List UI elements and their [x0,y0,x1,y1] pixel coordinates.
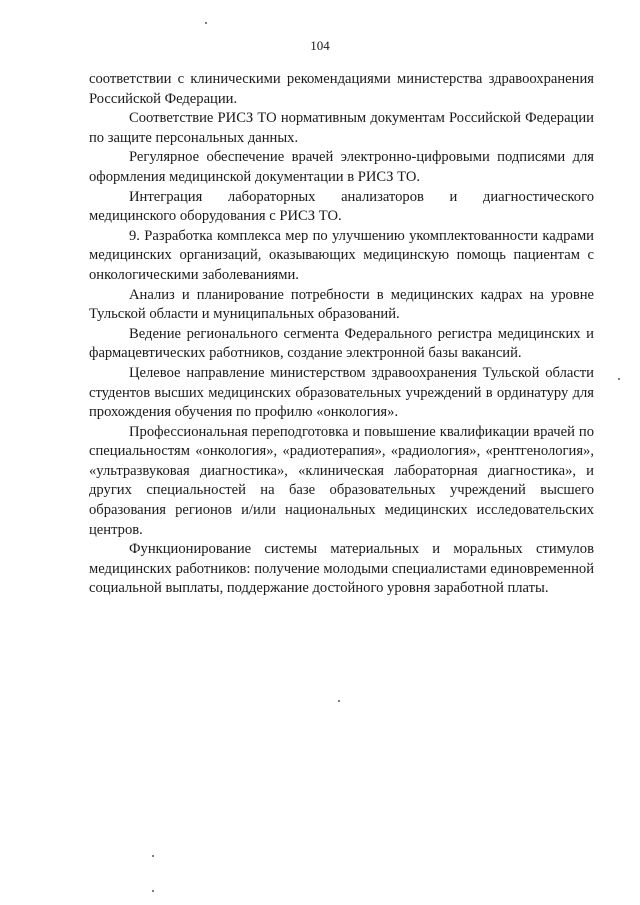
paragraph-5: 9. Разработка комплекса мер по улучшению укомплектованности кадрами медицинских организаций, оказывающих медицинскую помощь пациентам с онкологическими заболеваниями. [89,227,594,283]
paragraph-6: Анализ и планирование потребности в медицинских кадрах на уровне Тульской области и муниципальных образований. [89,286,594,323]
scan-speck [618,378,620,380]
paragraph-4: Интеграция лабораторных анализаторов и диагностического медицинского оборудования с РИСЗ ТО. [89,188,594,225]
paragraph-9: Профессиональная переподготовка и повышение квалификации врачей по специальностям «онкология», «радиотерапия», «радиология», «рентгенология», «ультразвуковая диагностика», «клиническая лабораторная диагностика», и других специальностей на базе образовательных учреждений высшего образования регионов и/или национальных медицинских исследовательских центров. [89,423,594,538]
scan-speck [205,22,207,24]
paragraph-7: Ведение регионального сегмента Федерального регистра медицинских и фармацевтических работников, создание электронной базы вакансий. [89,325,594,362]
scan-speck [152,855,154,857]
page-number: 104 [310,38,330,53]
paragraph-2: Соответствие РИСЗ ТО нормативным документам Российской Федерации по защите персональных данных. [89,110,594,146]
paragraph-1: соответствии с клиническими рекомендациями министерства здравоохранения Российской Федерации. [89,71,594,107]
paragraph-10: Функционирование системы материальных и моральных стимулов медицинских работников: получение молодыми специалистами единовременной социальной выплаты, поддержание достойного уровня заработной платы. [89,541,594,597]
scan-speck [152,890,154,892]
paragraph-8: Целевое направление министерством здравоохранения Тульской области студентов высших медицинских образовательных учреждений в ординатуру для прохождения обучения по профилю «онкология». [89,364,594,421]
paragraph-3: Регулярное обеспечение врачей электронно-цифровыми подписями для оформления медицинской документации в РИСЗ ТО. [89,149,594,185]
scan-speck [338,700,340,702]
document-body [89,70,594,599]
